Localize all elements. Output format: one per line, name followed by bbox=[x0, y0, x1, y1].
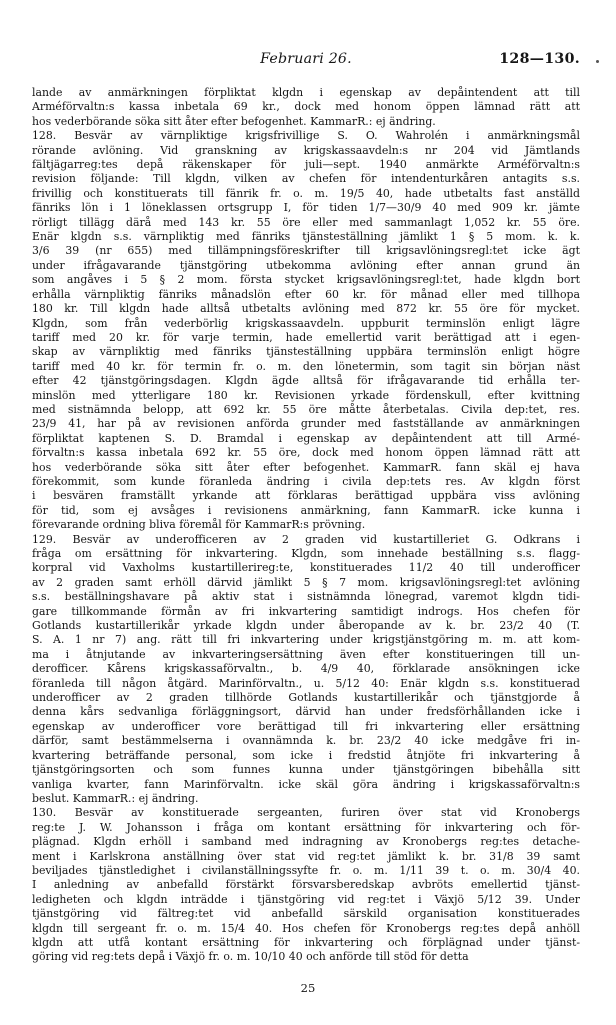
text-line: klgdn till sergeant fr. o. m. 15/4 40. Hos chefen för Kronobergs reg:tes depå anhöll bbox=[32, 921, 580, 935]
text-line: plägnad. Klgdn erhöll i samband med indragning av Kronobergs reg:tes detache- bbox=[32, 835, 580, 849]
print-speck bbox=[596, 60, 599, 63]
text-line: Arméförvaltn:s kassa inbetala 69 kr., dock med honom öppen lämnad rätt att bbox=[32, 100, 580, 114]
text-line: förpliktat kaptenen S. D. Bramdal i egenskap av depåintendent att till Armé- bbox=[32, 431, 580, 445]
text-line: tariff med 20 kr. för varje termin, hade emellertid varit berättigad att i egen- bbox=[32, 330, 580, 344]
text-line: ma i åtnjutande av inkvarteringsersättning även efter konstitueringen till un- bbox=[32, 647, 580, 661]
text-line: ledigheten och klgdn inträdde i tjänstgöring vid reg:tet i Växjö 5/12 39. Under bbox=[32, 892, 580, 906]
text-line: med sistnämnda belopp, att 692 kr. 55 öre måtte återbetalas. Civila dep:tet, res. bbox=[32, 402, 580, 416]
text-line: Klgdn, som från vederbörlig krigskassaavdeln. uppburit terminslön enligt lägre bbox=[32, 316, 580, 330]
text-line: s.s. beställningshavare på aktiv stat i sistnämnda lönegrad, varemot klgdn tidi- bbox=[32, 590, 580, 604]
text-line: klgdn att utfå kontant ersättning för inkvartering och förplägnad under tjänst- bbox=[32, 935, 580, 949]
text-line: skap av värnpliktig med fänriks tjänsteställning uppbära terminslön enligt högre bbox=[32, 345, 580, 359]
text-line: hos vederbörande söka sitt åter efter befogenhet. KammarR.: ej ändring. bbox=[32, 114, 436, 128]
text-line: efter 42 tjänstgöringsdagen. Klgdn ägde alltså för ifrågavarande tid erhålla ter- bbox=[32, 374, 580, 388]
running-header bbox=[32, 51, 580, 73]
text-line: för tid, som ej avsåges i revisionens anmärkning, fann KammarR. icke kunna i bbox=[32, 503, 580, 517]
text-line: denna kårs sedvanliga förläggningsort, därvid han under fredsförhållanden icke i bbox=[32, 705, 580, 719]
text-line: 130. Besvär av konstituerade sergeanten, furiren över stat vid Kronobergs bbox=[32, 806, 580, 820]
text-line: S. A. 1 nr 7) ang. rätt till fri inkvartering under krigstjänstgöring m. m. att kom- bbox=[32, 633, 580, 647]
text-line: minslön med ytterligare 180 kr. Revisionen yrkade fördenskull, efter kvittning bbox=[32, 388, 580, 402]
text-line: lande av anmärkningen förpliktat klgdn i egenskap av depåintendent att till bbox=[32, 86, 580, 99]
text-line: frivillig och konstituerats till fänrik fr. o. m. 19/5 40, hade utbetalts fast anställd bbox=[32, 186, 580, 200]
text-line: erhålla värnpliktig fänriks månadslön efter 60 kr. för månad eller med tillhopa bbox=[32, 287, 580, 301]
text-line: tariff med 40 kr. för termin fr. o. m. den lönetermin, som tagit sin början näst bbox=[32, 359, 580, 373]
text-line: 3/6 39 (nr 655) med tillämpningsföreskrifter till krigsavlöningsregl:tet icke ägt bbox=[32, 244, 580, 258]
text-line: förvaltn:s kassa inbetala 692 kr. 55 öre, dock med honom öppen lämnad rätt att bbox=[32, 446, 580, 460]
text-line: reg:te J. W. Johansson i fråga om kontant ersättning för inkvartering och för- bbox=[32, 820, 580, 834]
text-line: ment i Karlskrona anställning över stat vid reg:tet jämlikt k. br. 31/8 39 samt bbox=[32, 849, 580, 863]
text-line: hos vederbörande söka sitt åter efter befogenhet. KammarR. fann skäl ej hava bbox=[32, 460, 580, 474]
case-number-range: 128—130. bbox=[499, 51, 580, 67]
text-line: egenskap av underofficer vore berättigad till fri inkvartering eller ersättning bbox=[32, 719, 580, 733]
text-line: föranleda till någon åtgärd. Marinförvaltn., u. 5/12 40: Enär klgdn s.s. konstituerad bbox=[32, 676, 580, 690]
text-line: Gotlands kustartillerikår yrkade klgdn under åberopande av k. br. 23/2 40 (T. bbox=[32, 619, 580, 633]
text-line: i besvären framställt yrkande att förklaras berättigad uppbära viss avlöning bbox=[32, 489, 580, 503]
text-line: Enär klgdn s.s. värnpliktig med fänriks tjänsteställning jämlikt 1 § 5 mom. k. k. bbox=[32, 230, 580, 244]
text-line: tjänstgöring vid fältreg:tet vid anbefalld särskild organisation konstituerades bbox=[32, 907, 580, 921]
text-line: 180 kr. Till klgdn hade alltså utbetalts avlöning med 872 kr. 55 öre för mycket. bbox=[32, 302, 580, 316]
running-title: Februari 26. bbox=[260, 51, 352, 67]
text-line: av 2 graden samt erhöll därvid jämlikt 5 § 7 mom. krigsavlöningsregl:tet avlöning bbox=[32, 575, 580, 589]
text-line: under ifrågavarande tjänstgöring utbekomma avlöning efter annan grund än bbox=[32, 258, 580, 272]
text-line: derofficer. Kårens krigskassaförvaltn., b. 4/9 40, förklarade ansökningen icke bbox=[32, 662, 580, 676]
text-line: som angåves i 5 § 2 mom. första stycket krigsavlöningsregl:tet, hade klgdn bort bbox=[32, 273, 580, 287]
text-line: vanliga kvarter, fann Marinförvaltn. icke skäl göra ändring i krigskassaförvaltn:s bbox=[32, 777, 580, 791]
text-line: förekommit, som kunde föranleda ändring i civila dep:tets res. Av klgdn först bbox=[32, 474, 580, 488]
page-number: 25 bbox=[300, 981, 316, 995]
body-text bbox=[32, 86, 580, 965]
text-line: rörande avlöning. Vid granskning av krigskassaavdeln:s nr 204 vid Jämtlands bbox=[32, 143, 580, 157]
text-line: rörligt tillägg därå med 143 kr. 55 öre eller med sammanlagt 1,052 kr. 55 öre. bbox=[32, 215, 580, 229]
text-line: 128. Besvär av värnpliktige krigsfrivillige S. O. Wahrolén i anmärkningsmål bbox=[32, 129, 580, 143]
text-line: göring vid reg:tets depå i Växjö fr. o. m. 10/10 40 och anförde till stöd för detta bbox=[32, 950, 469, 964]
text-line: I anledning av anbefalld förstärkt försvarsberedskap avbröts emellertid tjänst- bbox=[32, 878, 580, 892]
text-line: fältjägarreg:tes depå räkenskaper för juli—sept. 1940 anmärkte Arméförvaltn:s bbox=[32, 158, 580, 172]
text-line: 129. Besvär av underofficeren av 2 graden vid kustartilleriet G. Odkrans i bbox=[32, 532, 580, 546]
text-line: fråga om ersättning för inkvartering. Klgdn, som innehade beställning s.s. flagg- bbox=[32, 547, 580, 560]
text-line: underofficer av 2 graden tillhörde Gotlands kustartillerikår och tjänstgjorde å bbox=[32, 691, 580, 705]
text-line: 23/9 41, har på av revisionen anförda grunder med fastställande av anmärkningen bbox=[32, 417, 580, 431]
text-line: fänriks lön i 1 löneklassen ortsgrupp I, för tiden 1/7—30/9 40 med 909 kr. jämte bbox=[32, 201, 580, 215]
text-line: beviljades tjänstledighet i civilanställningssyfte fr. o. m. 1/11 39 t. o. m. 30/4 40. bbox=[32, 863, 580, 877]
text-line: revision följande: Till klgdn, vilken av chefen för intendenturkåren antagits s.s. bbox=[32, 172, 580, 186]
text-line: gare tillkommande förmån av fri inkvartering samtidigt indrogs. Hos chefen för bbox=[32, 604, 580, 618]
text-line: beslut. KammarR.: ej ändring. bbox=[32, 791, 199, 805]
text-line: därför, samt bestämmelserna i ovannämnda k. br. 23/2 40 icke medgåve fri in- bbox=[32, 734, 580, 748]
text-line: förevarande ordning bliva föremål för KammarR:s prövning. bbox=[32, 518, 366, 532]
text-line: tjänstgöringsorten och som funnes kunna under tjänstgöringen bibehålla sitt bbox=[32, 763, 580, 777]
text-line: korpral vid Vaxholms kustartillerireg:te, konstituerades 11/2 40 till underofficer bbox=[32, 561, 580, 575]
text-line: kvartering beträffande personal, som icke i fredstid åtnjöte fri inkvartering å bbox=[32, 748, 580, 762]
